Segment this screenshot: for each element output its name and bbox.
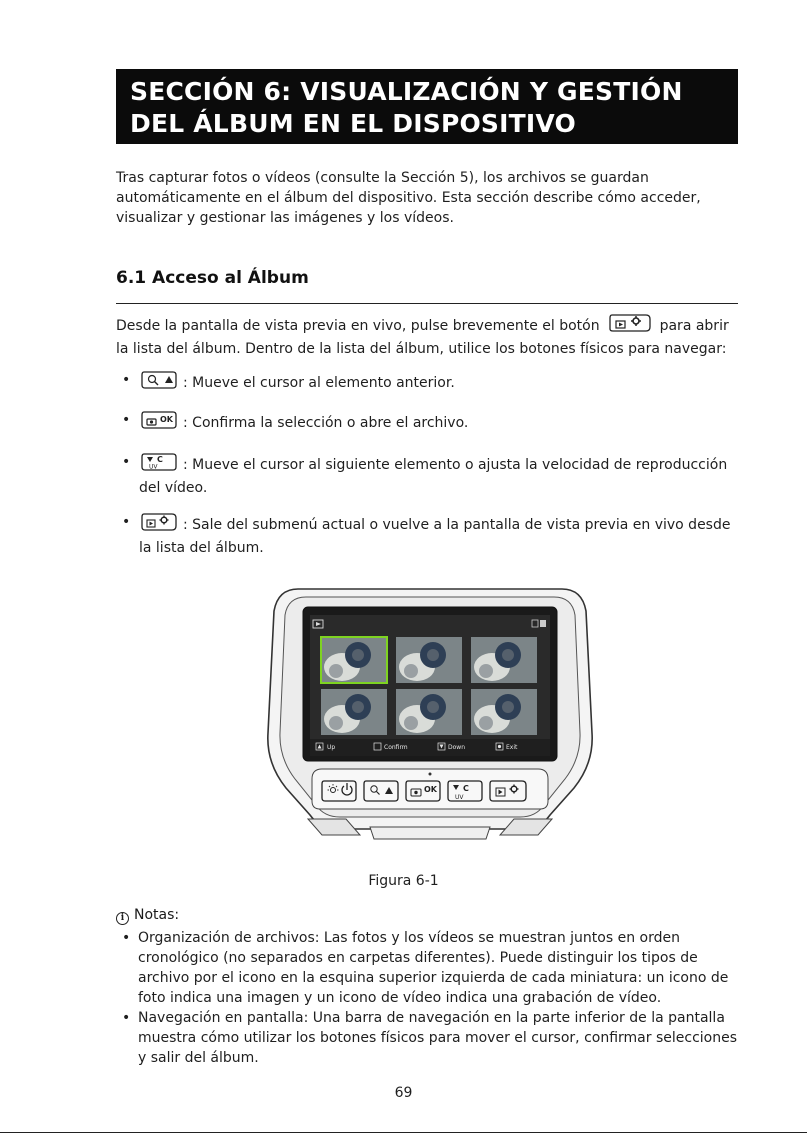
access-paragraph [116, 313, 742, 359]
svg-text:OK: OK [160, 415, 173, 424]
subsection-divider [116, 303, 738, 304]
bullet-dot: • [122, 372, 131, 388]
section-title-banner [116, 69, 738, 144]
svg-text:OK: OK [424, 785, 437, 794]
down-uv-button-icon [139, 452, 179, 478]
access-text-after: para abrir la lista del álbum. Dentro de la lista del álbum, utilice los botones físicos para navegar: [116, 318, 729, 357]
list-item-text: : Confirma la selección o abre el archivo. [183, 415, 469, 431]
intro-paragraph: Tras capturar fotos o vídeos (consulte la Sección 5), los archivos se guardan automáticamente en el álbum del dispositivo. Esta sección describe cómo acceder, visualizar y gestionar las imágenes y los vídeos. [116, 170, 701, 226]
bullet-dot: • [122, 412, 131, 428]
bullet-dot: • [122, 1010, 131, 1026]
list-item-body [139, 410, 739, 436]
album-settings-button-icon [606, 313, 654, 339]
zoom-up-button-icon [139, 370, 179, 396]
list-item [116, 1008, 742, 1068]
page-number: 69 [394, 1085, 413, 1101]
section-title-line2: DEL ÁLBUM EN EL DISPOSITIVO [130, 109, 576, 138]
svg-text:UV: UV [149, 463, 158, 471]
notes-heading-text: Notas: [134, 907, 180, 923]
ok-camera-button-icon [139, 410, 179, 436]
list-item [116, 928, 742, 1008]
list-item-text: : Mueve el cursor al elemento anterior. [183, 375, 455, 391]
svg-text:UV: UV [455, 794, 464, 801]
note-text: Organización de archivos: Las fotos y los vídeos se muestran juntos en orden cronológico (no separados en carpetas diferentes). Puede distinguir los tipos de archivo por el icono en la esquina superior izquierda de cada miniatura: un icono de foto indica una imagen y un icono de vídeo indica una grabación de vídeo. [138, 930, 729, 1006]
list-item-body [139, 370, 739, 396]
device-illustration [250, 583, 610, 841]
list-item-text: : Sale del submenú actual o vuelve a la pantalla de vista previa en vivo desde la lista del álbum. [139, 517, 731, 556]
note-text: Navegación en pantalla: Una barra de navegación en la parte inferior de la pantalla muestra cómo utilizar los botones físicos para mover el cursor, confirmar selecciones y salir del álbum. [138, 1010, 737, 1066]
info-icon: i [116, 912, 129, 925]
list-item-text: : Mueve el cursor al siguiente elemento o ajusta la velocidad de reproducción del vídeo. [139, 457, 728, 496]
notes-heading [116, 907, 179, 925]
list-item-body [139, 512, 739, 558]
nav-down-label: Down [448, 744, 466, 751]
svg-text:C: C [463, 784, 469, 793]
footer-divider [0, 1132, 807, 1133]
svg-text:C: C [157, 455, 163, 464]
bullet-dot: • [122, 454, 131, 470]
notes-list [116, 928, 742, 1068]
nav-exit-label: Exit [506, 744, 518, 751]
section-title [130, 76, 724, 140]
nav-up-label: Up [327, 744, 336, 751]
section-title-line1: SECCIÓN 6: VISUALIZACIÓN Y GESTIÓN [130, 77, 683, 106]
bullet-dot: • [122, 514, 131, 530]
device-figure [250, 583, 610, 841]
subsection-title: 6.1 Acceso al Álbum [116, 268, 309, 288]
figure-caption: Figura 6-1 [368, 873, 439, 889]
bullet-dot: • [122, 930, 131, 946]
access-text-before: Desde la pantalla de vista previa en vivo, pulse brevemente el botón [116, 318, 600, 334]
list-item-body [139, 452, 739, 498]
nav-confirm-label: Confirm [384, 744, 408, 751]
album-settings-button-icon [139, 512, 179, 538]
